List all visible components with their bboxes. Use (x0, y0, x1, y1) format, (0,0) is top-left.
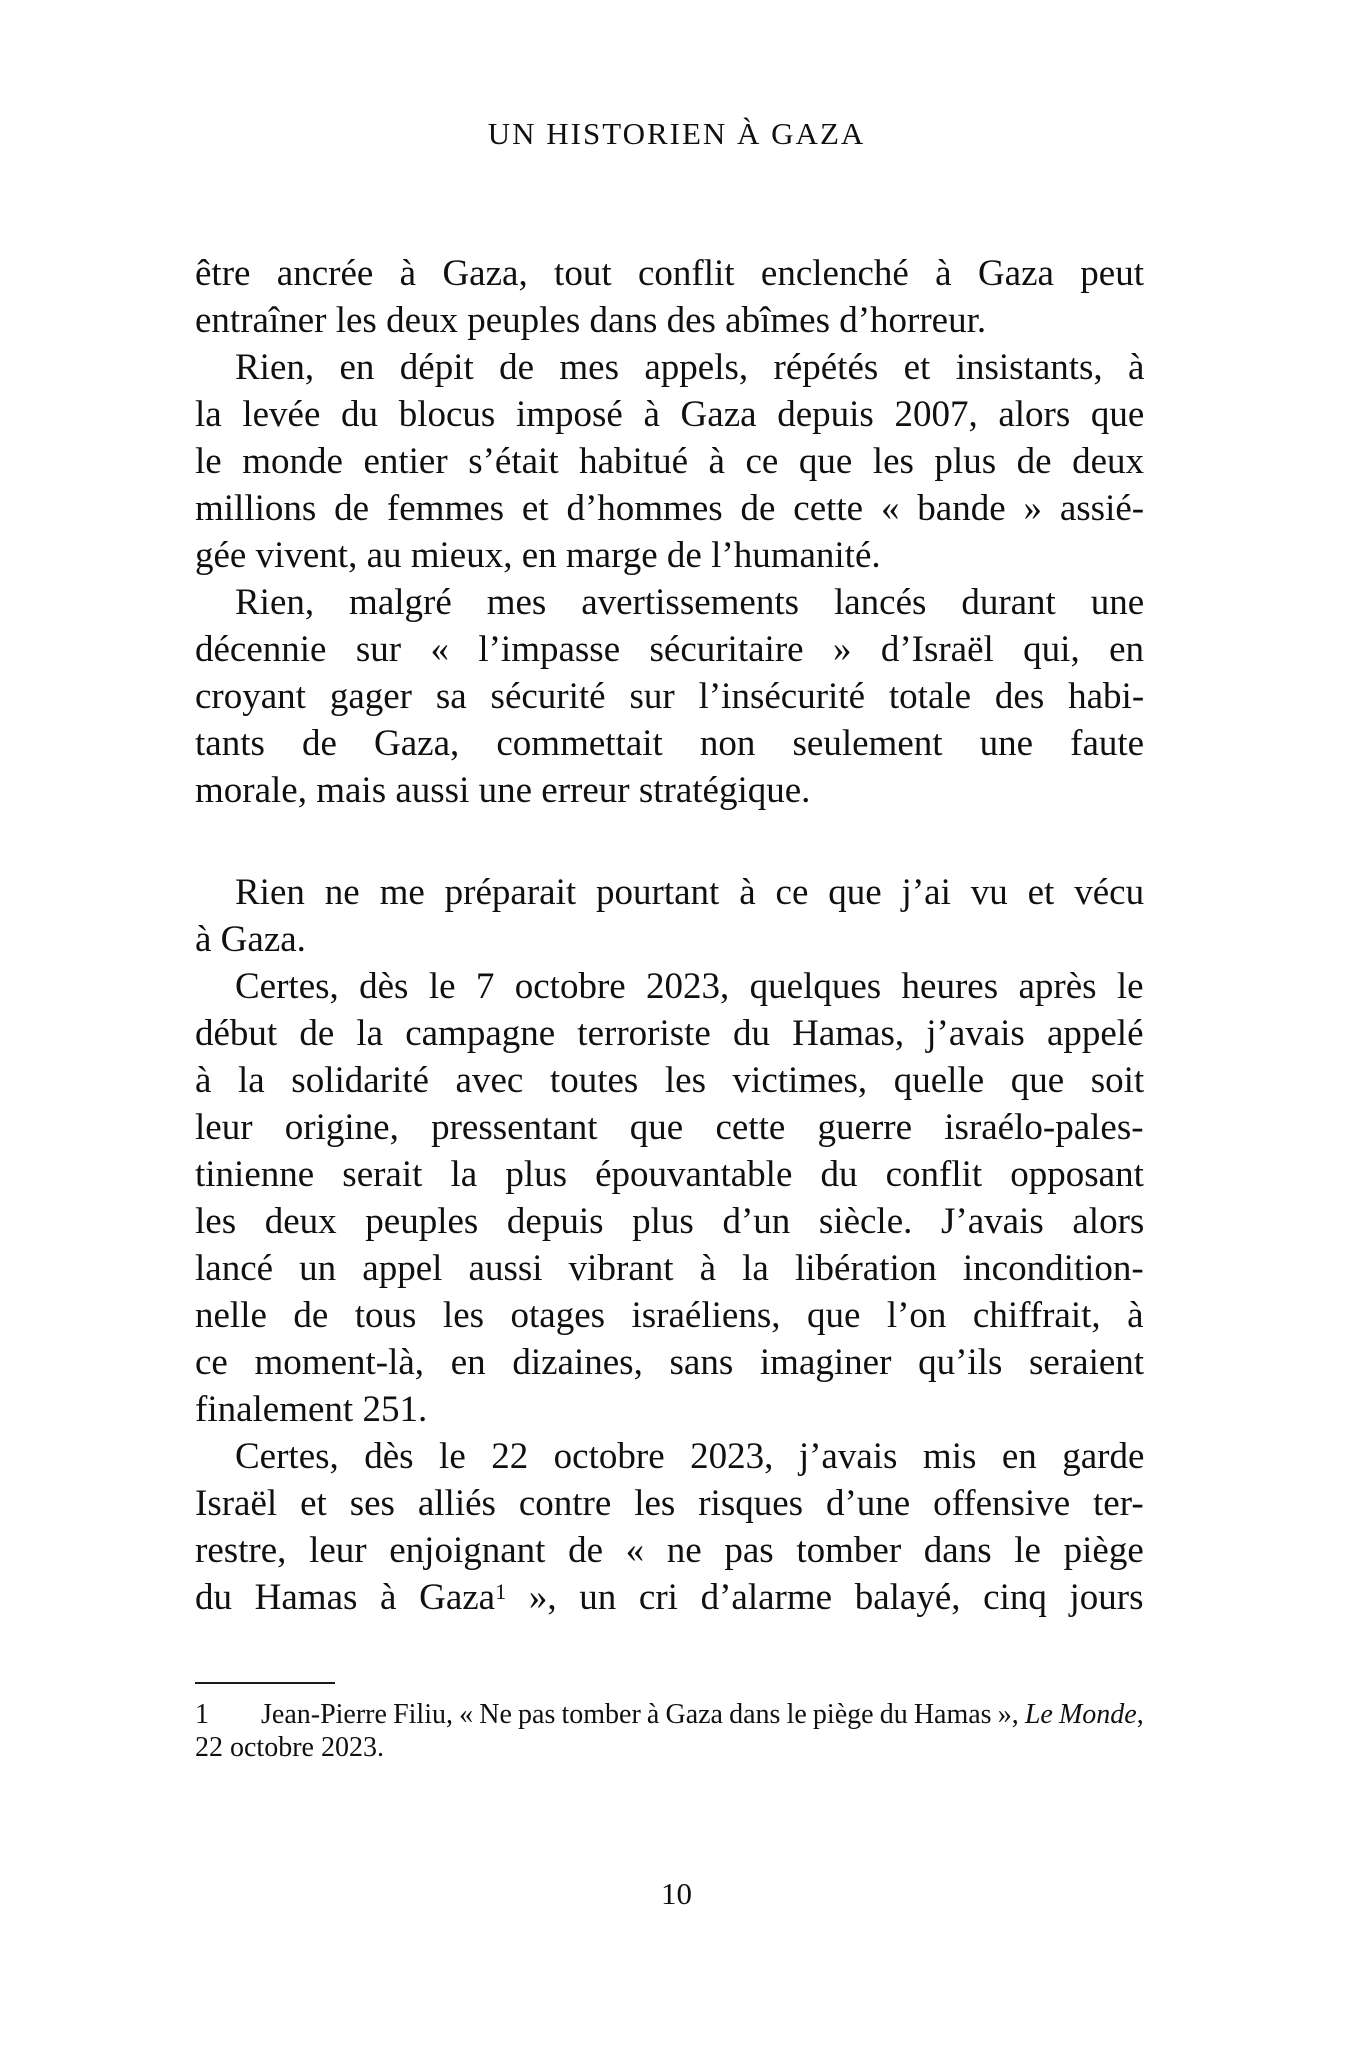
text-run: la levée du blocus imposé à Gaza depuis 2007, alors que (195, 394, 1145, 435)
italic-text-run: Le Monde (1024, 1699, 1137, 1730)
text-run: Certes, dès le 7 octobre 2023, quelques heures après le (235, 966, 1144, 1007)
text-line (195, 532, 1144, 579)
text-run: tinienne serait la plus épouvantable du conflit opposant (195, 1154, 1144, 1195)
footnote-text (195, 1698, 1144, 1764)
text-line (195, 1339, 1144, 1386)
text-run: restre, leur enjoignant de « ne pas tomber dans le piège (195, 1530, 1144, 1571)
text-line (195, 1574, 1144, 1621)
text-run: du Hamas à Gaza (195, 1577, 496, 1618)
text-line (195, 1292, 1144, 1339)
text-line (195, 963, 1144, 1010)
text-line (195, 297, 1144, 344)
text-run: morale, mais aussi une erreur stratégique. (195, 770, 811, 811)
text-line (195, 1386, 1144, 1433)
text-run: gée vivent, au mieux, en marge de l’humanité. (195, 535, 881, 576)
text-run: Rien ne me préparait pourtant à ce que j’ai vu et vécu (235, 872, 1145, 913)
text-run: Jean-Pierre Filiu, « Ne pas tomber à Gaza dans le piège du Hamas », (261, 1699, 1025, 1730)
text-line (195, 626, 1144, 673)
text-run: leur origine, pressentant que cette guerre israélo-pales- (195, 1107, 1144, 1148)
text-run: Rien, malgré mes avertissements lancés durant une (235, 582, 1145, 623)
text-run: début de la campagne terroriste du Hamas, j’avais appelé (195, 1013, 1144, 1054)
text-run: décennie sur « l’impasse sécuritaire » d’Israël qui, en (195, 629, 1145, 670)
text-line (195, 916, 1144, 963)
text-run: tants de Gaza, commettait non seulement une faute (195, 723, 1145, 764)
text-run: le monde entier s’était habitué à ce que les plus de deux (195, 441, 1145, 482)
text-run: finalement 251. (195, 1389, 428, 1430)
text-run: croyant gager sa sécurité sur l’insécurité totale des habi- (195, 676, 1145, 717)
paragraph (195, 344, 1144, 579)
text-run: à la solidarité avec toutes les victimes, quelle que soit (195, 1060, 1145, 1101)
text-line (195, 1010, 1144, 1057)
text-line (195, 767, 1144, 814)
footnote-separator-rule (195, 1682, 335, 1684)
paragraph (195, 250, 1144, 344)
text-run: », un cri d’alarme balayé, cinq jours (506, 1577, 1144, 1618)
text-run: entraîner les deux peuples dans des abîmes d’horreur. (195, 300, 987, 341)
text-run: 22 octobre 2023. (195, 1732, 384, 1763)
paragraph (195, 963, 1144, 1433)
text-line (195, 720, 1144, 767)
text-line (195, 673, 1144, 720)
text-run: à Gaza. (195, 919, 306, 960)
text-run: nelle de tous les otages israéliens, que l’on chiffrait, à (195, 1295, 1144, 1336)
text-run: Rien, en dépit de mes appels, répétés et insistants, à (235, 347, 1145, 388)
footnote (195, 1682, 1144, 1764)
text-run: Certes, dès le 22 octobre 2023, j’avais mis en garde (235, 1436, 1145, 1477)
text-line (195, 1731, 1144, 1764)
text-run: , (1136, 1699, 1144, 1730)
paragraph (195, 579, 1144, 814)
text-run: être ancrée à Gaza, tout conflit enclenché à Gaza peut (195, 253, 1145, 294)
paragraph (195, 869, 1144, 963)
text-run: Israël et ses alliés contre les risques d’une offensive ter- (195, 1483, 1144, 1524)
body-text (195, 250, 1144, 1621)
text-run: lancé un appel aussi vibrant à la libération incondition- (195, 1248, 1144, 1289)
text-line (195, 391, 1144, 438)
running-header: UN HISTORIEN À GAZA (487, 116, 866, 151)
text-line (195, 1698, 1144, 1731)
text-line (195, 438, 1144, 485)
text-line (195, 579, 1144, 626)
text-line (195, 344, 1144, 391)
page-number: 10 (661, 1876, 692, 1911)
footnote-reference-superscript: 1 (495, 1579, 507, 1604)
text-line (195, 1151, 1144, 1198)
text-run: 1 (195, 1699, 209, 1730)
text-line (195, 869, 1144, 916)
text-line (195, 1104, 1144, 1151)
text-line (195, 1057, 1144, 1104)
text-line (195, 485, 1144, 532)
text-run: millions de femmes et d’hommes de cette « bande » assié- (195, 488, 1145, 529)
text-run: ce moment-là, en dizaines, sans imaginer qu’ils seraient (195, 1342, 1145, 1383)
text-line (195, 1198, 1144, 1245)
text-line (195, 250, 1144, 297)
text-line (195, 1527, 1144, 1574)
text-line (195, 1433, 1144, 1480)
text-line (195, 1480, 1144, 1527)
text-line (195, 1245, 1144, 1292)
text-run: les deux peuples depuis plus d’un siècle. J’avais alors (195, 1201, 1145, 1242)
paragraph (195, 1433, 1144, 1621)
